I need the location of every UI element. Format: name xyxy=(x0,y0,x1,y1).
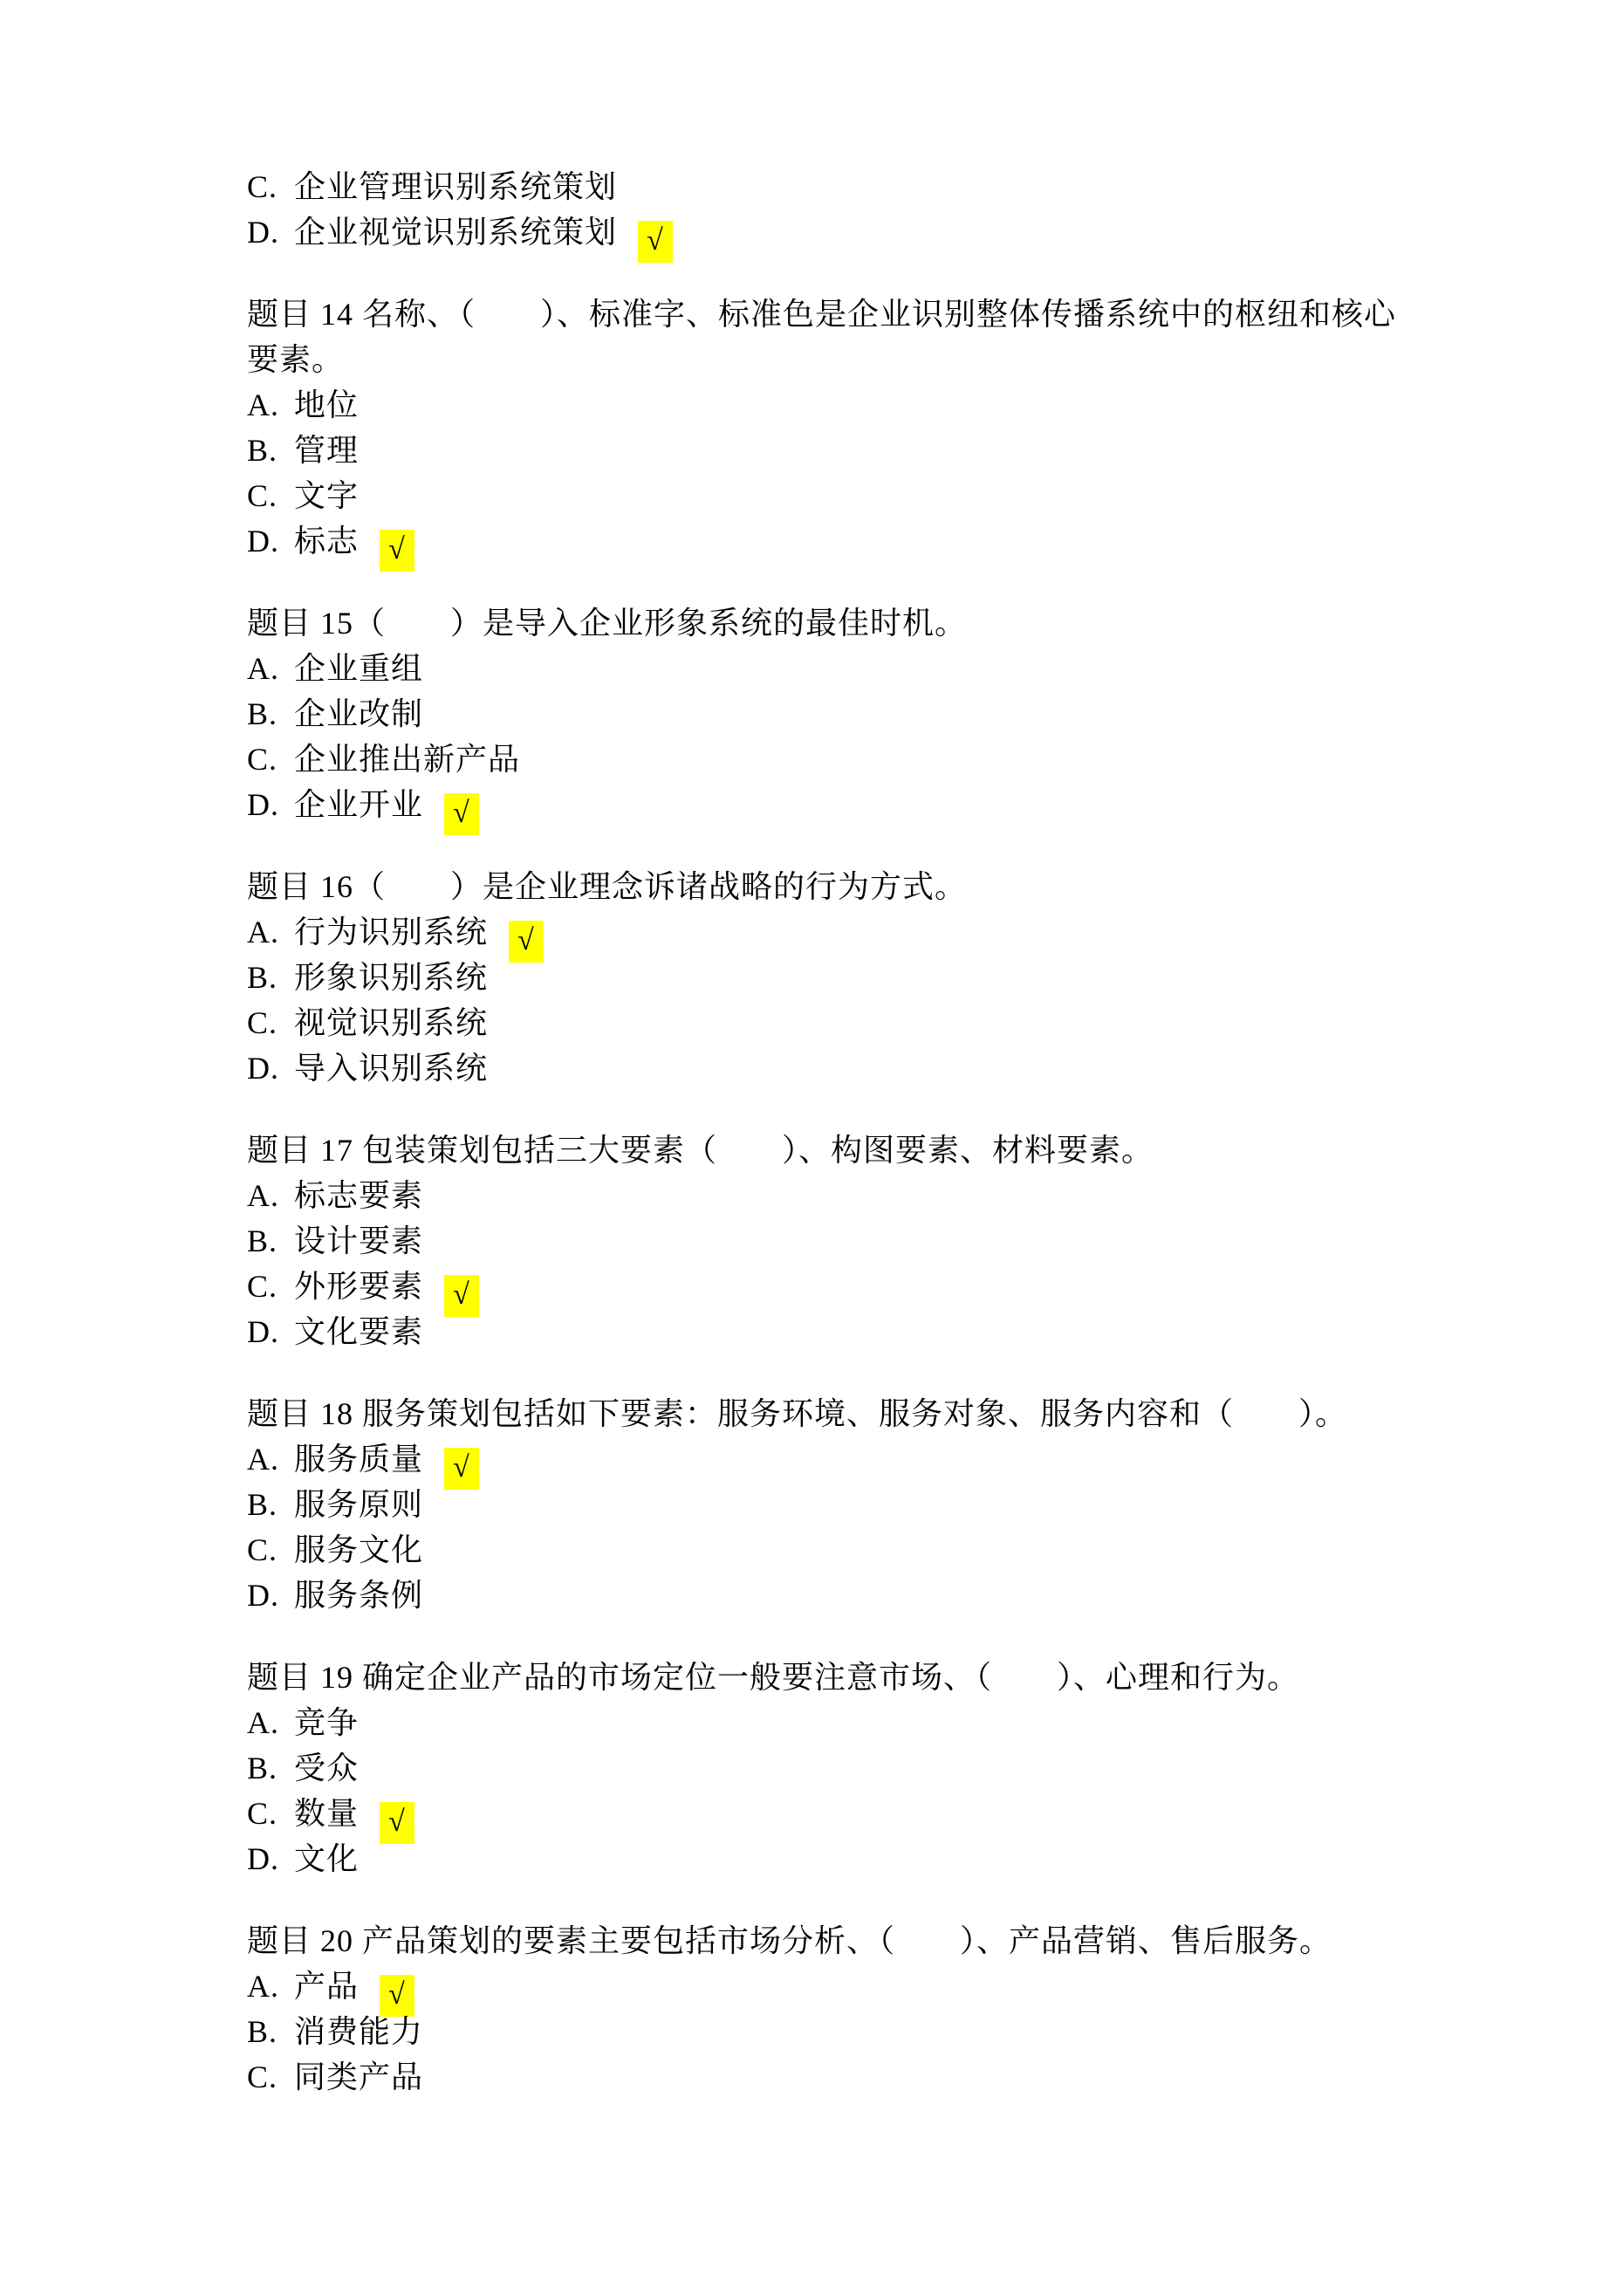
correct-answer-checkmark: √ xyxy=(444,1448,479,1490)
option-row xyxy=(247,164,1407,209)
question-block-14 xyxy=(247,291,1407,564)
option-letter: B. xyxy=(247,1487,278,1522)
option-text: 外形要素 xyxy=(294,1269,424,1304)
option-row xyxy=(247,1264,1407,1309)
question-text-line: 题目 19 确定企业产品的市场定位一般要注意市场、（ ）、心理和行为。 xyxy=(247,1660,1300,1695)
option-letter: A. xyxy=(247,1178,279,1213)
option-letter: A. xyxy=(247,1442,279,1477)
correct-answer-checkmark: √ xyxy=(638,221,673,263)
option-row xyxy=(247,1700,1407,1745)
question-text-line: 题目 14 名称、（ ）、标准字、标准色是企业识别整体传播系统中的枢纽和核心 xyxy=(247,297,1397,332)
question-block-19 xyxy=(247,1655,1407,1881)
option-text: 企业管理识别系统策划 xyxy=(294,169,618,204)
option-text: 管理 xyxy=(294,433,360,468)
option-text: 标志 xyxy=(294,524,360,559)
option-row xyxy=(247,1173,1407,1218)
question-block-20 xyxy=(247,1918,1407,2100)
option-row xyxy=(247,2009,1407,2054)
option-text: 企业开业 xyxy=(294,787,424,822)
option-letter: C. xyxy=(247,478,278,513)
option-letter: C. xyxy=(247,742,278,777)
option-row xyxy=(247,1964,1407,2009)
option-letter: A. xyxy=(247,915,279,949)
question-text-line: 题目 16（ ）是企业理念诉诸战略的行为方式。 xyxy=(247,869,968,904)
option-text: 形象识别系统 xyxy=(294,960,489,995)
option-text: 同类产品 xyxy=(294,2060,424,2094)
option-row xyxy=(247,1000,1407,1045)
option-text: 服务质量 xyxy=(294,1442,424,1477)
correct-answer-checkmark: √ xyxy=(509,921,544,963)
question-block-13-partial xyxy=(247,164,1407,255)
question-block-17 xyxy=(247,1127,1407,1354)
option-row xyxy=(247,382,1407,428)
option-letter: D. xyxy=(247,1578,279,1613)
question-text-line: 题目 15（ ）是导入企业形象系统的最佳时机。 xyxy=(247,606,968,641)
option-text: 文化 xyxy=(294,1841,360,1876)
question-text-line: 题目 18 服务策划包括如下要素：服务环境、服务对象、服务内容和（ ）。 xyxy=(247,1396,1348,1431)
option-letter: D. xyxy=(247,215,279,250)
question-text-line: 题目 20 产品策划的要素主要包括市场分析、（ ）、产品营销、售后服务。 xyxy=(247,1923,1332,1958)
option-letter: A. xyxy=(247,1705,279,1740)
question-text-line: 要素。 xyxy=(247,342,345,377)
option-letter: C. xyxy=(247,1269,278,1304)
option-text: 导入识别系统 xyxy=(294,1051,489,1086)
option-row xyxy=(247,1436,1407,1482)
option-letter: B. xyxy=(247,960,278,995)
option-row xyxy=(247,473,1407,518)
option-letter: B. xyxy=(247,433,278,468)
option-letter: B. xyxy=(247,1223,278,1258)
option-row xyxy=(247,1045,1407,1091)
option-row xyxy=(247,2054,1407,2100)
option-letter: D. xyxy=(247,524,279,559)
option-text: 企业重组 xyxy=(294,651,424,686)
option-row xyxy=(247,737,1407,782)
option-text: 竞争 xyxy=(294,1705,360,1740)
option-text: 消费能力 xyxy=(294,2014,424,2049)
option-letter: C. xyxy=(247,2060,278,2094)
option-text: 地位 xyxy=(294,387,360,422)
option-row xyxy=(247,1745,1407,1791)
option-letter: D. xyxy=(247,1841,279,1876)
option-letter: B. xyxy=(247,2014,278,2049)
option-text: 受众 xyxy=(294,1751,360,1785)
correct-answer-checkmark: √ xyxy=(380,530,414,572)
option-row xyxy=(247,209,1407,255)
option-letter: D. xyxy=(247,1314,279,1349)
question-block-15 xyxy=(247,600,1407,827)
correct-answer-checkmark: √ xyxy=(444,1275,479,1317)
option-row xyxy=(247,1836,1407,1881)
option-text: 文化要素 xyxy=(294,1314,424,1349)
quiz-content xyxy=(247,164,1407,2136)
option-letter: A. xyxy=(247,387,279,422)
option-text: 企业视觉识别系统策划 xyxy=(294,215,618,250)
option-text: 服务文化 xyxy=(294,1532,424,1567)
option-row xyxy=(247,782,1407,827)
option-letter: C. xyxy=(247,169,278,204)
option-row xyxy=(247,1791,1407,1836)
option-row xyxy=(247,1527,1407,1573)
option-text: 行为识别系统 xyxy=(294,915,489,949)
option-letter: D. xyxy=(247,1051,279,1086)
option-row xyxy=(247,1482,1407,1527)
option-letter: C. xyxy=(247,1532,278,1567)
option-text: 数量 xyxy=(294,1796,360,1831)
option-text: 服务条例 xyxy=(294,1578,424,1613)
option-row xyxy=(247,909,1407,955)
option-letter: B. xyxy=(247,696,278,731)
option-text: 标志要素 xyxy=(294,1178,424,1213)
question-block-16 xyxy=(247,864,1407,1091)
option-letter: A. xyxy=(247,651,279,686)
option-row xyxy=(247,1309,1407,1354)
option-text: 服务原则 xyxy=(294,1487,424,1522)
correct-answer-checkmark: √ xyxy=(444,793,479,835)
option-letter: C. xyxy=(247,1005,278,1040)
option-row xyxy=(247,955,1407,1000)
correct-answer-checkmark: √ xyxy=(380,1802,414,1844)
option-text: 文字 xyxy=(294,478,360,513)
option-text: 视觉识别系统 xyxy=(294,1005,489,1040)
correct-answer-checkmark: √ xyxy=(380,1975,414,2017)
option-text: 企业改制 xyxy=(294,696,424,731)
question-text-line: 题目 17 包装策划包括三大要素（ ）、构图要素、材料要素。 xyxy=(247,1133,1154,1168)
option-row xyxy=(247,691,1407,737)
option-letter: A. xyxy=(247,1969,279,2004)
option-row xyxy=(247,1573,1407,1618)
option-text: 产品 xyxy=(294,1969,360,2004)
option-row xyxy=(247,428,1407,473)
option-letter: C. xyxy=(247,1796,278,1831)
option-text: 企业推出新产品 xyxy=(294,742,521,777)
question-block-18 xyxy=(247,1391,1407,1618)
option-text: 设计要素 xyxy=(294,1223,424,1258)
option-letter: B. xyxy=(247,1751,278,1785)
option-row xyxy=(247,1218,1407,1264)
option-row xyxy=(247,646,1407,691)
option-letter: D. xyxy=(247,787,279,822)
option-row xyxy=(247,518,1407,564)
